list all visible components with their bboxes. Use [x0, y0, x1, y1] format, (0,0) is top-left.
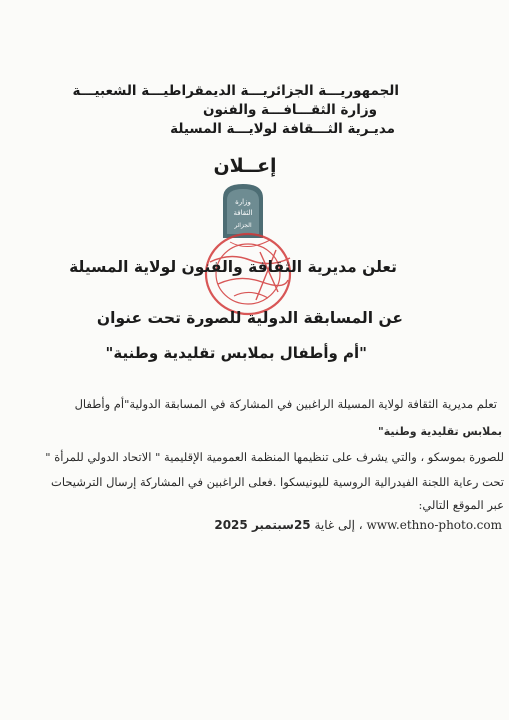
logo-text-3: الجزائر — [234, 222, 252, 229]
logo-text-2: الثقافة — [233, 209, 253, 217]
directorate-name: مديـرية الثـــقافة لولايـــة المسيلة — [170, 121, 395, 137]
body-line-2: بملابس تقليدية وطنية" — [378, 425, 502, 438]
body-line-4: تحت رعاية اللجنة الفيدرالية الروسية لليونيسكوا .فعلى الراغبين في المشاركة إرسال الترشيحات — [51, 475, 504, 489]
body-line-5: عبر الموقع التالي: — [418, 498, 504, 512]
deadline-date: 25سبتمبر 2025 — [214, 518, 311, 532]
body-line-1: تعلم مديرية الثقافة لولاية المسيلة الراغبين في المشاركة في المسابقة الدولية"أم وأطفال — [74, 397, 497, 411]
letterhead — [72, 82, 399, 139]
deadline-prefix: ، إلى غاية — [314, 518, 363, 532]
announcement-line-2: عن المسابقة الدولية للصورة تحت عنوان — [96, 309, 403, 327]
website-link[interactable]: www.ethno-photo.com — [366, 518, 502, 532]
ministry-name: وزارة الثقـــافـــة والفنون — [203, 102, 377, 118]
body-line-3: للصورة بموسكو ، والتي يشرف على تنظيمها المنظمة العمومية الإقليمية " الاتحاد الدولي للمرأة " — [45, 450, 504, 464]
logo-text-1: وزارة — [235, 198, 251, 206]
notice-title: إعــلان — [213, 155, 277, 177]
deadline-line — [214, 518, 502, 532]
competition-title: "أم وأطفال بملابس تقليدية وطنية" — [105, 344, 367, 362]
republic-name: الجمهوريـــة الجزائريـــة الديمقراطيـــة الشعبيـــة — [72, 83, 399, 99]
announcement-line-1: تعلن مديرية الثقافة والفنون لولاية المسيلة — [69, 258, 397, 276]
